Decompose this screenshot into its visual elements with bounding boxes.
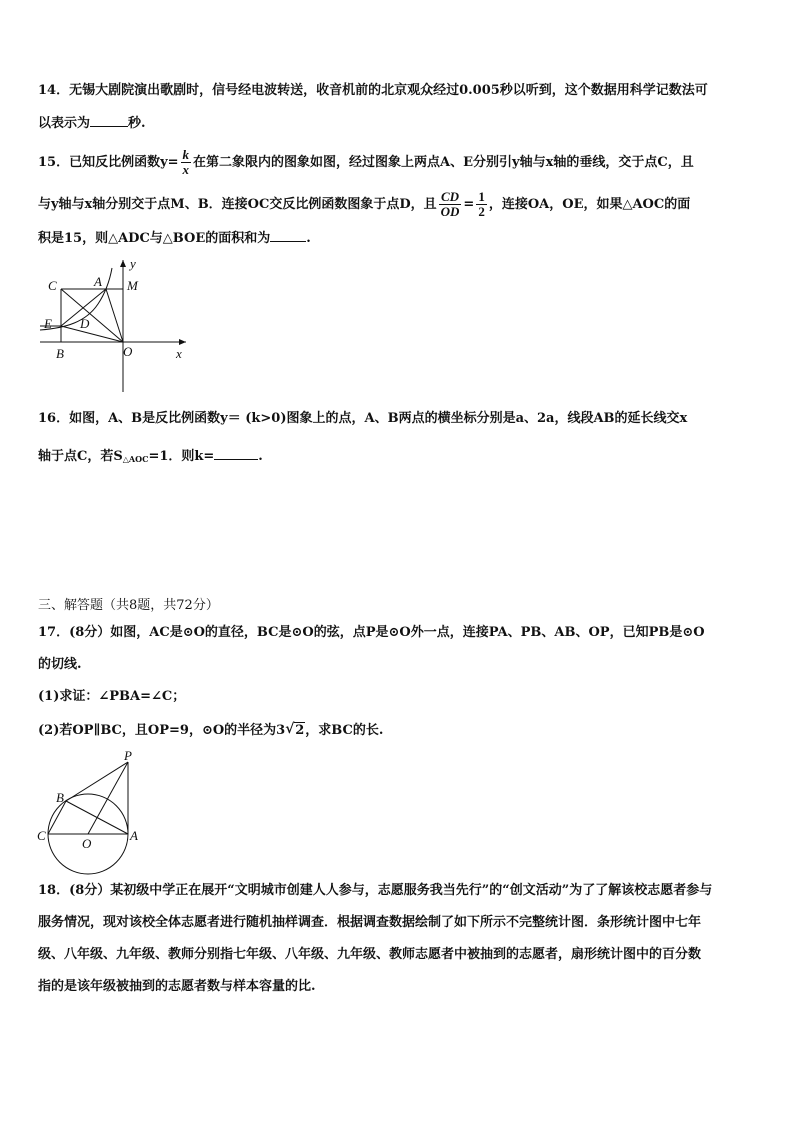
label-b: B bbox=[56, 346, 64, 361]
q15-line-3 bbox=[38, 229, 311, 248]
label-y: y bbox=[130, 256, 136, 271]
q14-answer-blank bbox=[90, 114, 128, 127]
fraction-denominator: OD bbox=[440, 204, 460, 219]
q14-line-2-prefix: 以表示为 bbox=[38, 116, 91, 131]
q15-line-2-suffix: ，连接OA，OE，如果△AOC的面 bbox=[488, 197, 691, 212]
fraction-denominator: 2 bbox=[478, 204, 485, 219]
q17-line-1: 17．(8分）如图，AC是⊙O的直径，BC是⊙O的弦，点P是⊙O外一点，连接PA、PB、AB、OP，已知PB是⊙O bbox=[38, 625, 705, 640]
q16-answer-blank bbox=[214, 447, 258, 460]
fraction-numerator: k bbox=[182, 147, 190, 162]
fraction-cd-over-od bbox=[439, 190, 462, 219]
q14-line-1: 14．无锡大剧院演出歌剧时，信号经电波转送，收音机前的北京观众经过0.005秒以听到，这个数据用科学记数法可 bbox=[38, 83, 708, 98]
label-o: O bbox=[82, 836, 92, 851]
q17-part-2-suffix: ，求BC的长. bbox=[305, 723, 384, 738]
radicand: 2 bbox=[295, 723, 305, 738]
y-axis-arrow-icon bbox=[120, 260, 126, 267]
q15-line-1-prefix: 15．已知反比例函数y= bbox=[38, 155, 179, 170]
q17-part-1: (1)求证：∠PBA=∠C； bbox=[38, 689, 186, 704]
q16-line-1: 16．如图，A、B是反比例函数y＝ (k>0)图象上的点，A、B两点的横坐标分别是a、2a，线段AB的延长线交x bbox=[38, 411, 688, 426]
segment-ao bbox=[106, 289, 123, 342]
q15-line-2-prefix: 与y轴与x轴分别交于点M、B．连接OC交反比例函数图象于点D，且 bbox=[38, 197, 437, 212]
q16-subscript: △AOC bbox=[122, 454, 149, 464]
q15-line-1 bbox=[38, 148, 694, 177]
label-a: A bbox=[94, 274, 102, 289]
label-x: x bbox=[176, 346, 182, 361]
q16-line-2-suffix: . bbox=[258, 449, 263, 464]
q16-line-2-middle: =1．则k= bbox=[148, 449, 215, 464]
label-b: B bbox=[56, 790, 64, 805]
q17-part-2 bbox=[38, 722, 383, 740]
fraction-denominator: x bbox=[182, 162, 190, 177]
q14-line-2 bbox=[38, 114, 146, 133]
q18-line-2: 服务情况，现对该校全体志愿者进行随机抽样调查．根据调查数据绘制了如下所示不完整统计图．条形统计图中七年 bbox=[38, 915, 702, 930]
q15-line-2 bbox=[38, 190, 690, 219]
fraction-numerator: CD bbox=[441, 189, 460, 204]
x-axis-arrow-icon bbox=[179, 339, 186, 345]
equals-sign: = bbox=[463, 197, 475, 212]
fraction-k-over-x bbox=[181, 148, 192, 177]
fraction-numerator: 1 bbox=[478, 189, 485, 204]
q15-line-3-prefix: 积是15，则△ADC与△BOE的面积和为 bbox=[38, 231, 271, 246]
q17-part-2-prefix: (2)若OP∥BC，且OP=9，⊙O的半径为3 bbox=[38, 723, 286, 738]
label-d: D bbox=[80, 316, 90, 331]
radical-sign-icon: √ bbox=[285, 721, 295, 737]
q18-line-4: 指的是该年级被抽到的志愿者数与样本容量的比. bbox=[38, 979, 316, 994]
label-a: A bbox=[130, 828, 138, 843]
label-c: C bbox=[48, 278, 57, 293]
q17-line-2: 的切线. bbox=[38, 657, 82, 672]
q18-line-3: 级、八年级、九年级、教师分别指七年级、八年级、九年级、教师志愿者中被抽到的志愿者，扇形统计图中的百分数 bbox=[38, 947, 702, 962]
q16-line-2 bbox=[38, 447, 263, 468]
section-3-title: 三、解答题（共8题，共72分） bbox=[38, 598, 219, 613]
label-o: O bbox=[123, 344, 133, 359]
q15-line-3-suffix: . bbox=[306, 231, 311, 246]
q15-answer-blank bbox=[270, 229, 306, 242]
q18-line-1: 18．(8分）某初级中学正在展开“文明城市创建人人参与，志愿服务我当先行”的“创文活动”为了了解该校志愿者参与 bbox=[38, 883, 713, 898]
label-c: C bbox=[37, 828, 46, 843]
label-e: E bbox=[44, 316, 52, 331]
q15-figure bbox=[36, 254, 196, 396]
q15-line-1-suffix: 在第二象限内的图象如图，经过图象上两点A、E分别引y轴与x轴的垂线，交于点C，且 bbox=[193, 155, 694, 170]
chord-bc bbox=[48, 801, 66, 834]
q17-figure bbox=[36, 750, 146, 876]
q16-line-2-prefix: 轴于点C，若S bbox=[38, 449, 123, 464]
label-m: M bbox=[127, 278, 138, 293]
q14-line-2-suffix: 秒. bbox=[128, 116, 146, 131]
label-p: P bbox=[124, 750, 132, 763]
fraction-one-half bbox=[476, 190, 487, 219]
sqrt-two bbox=[285, 722, 305, 740]
